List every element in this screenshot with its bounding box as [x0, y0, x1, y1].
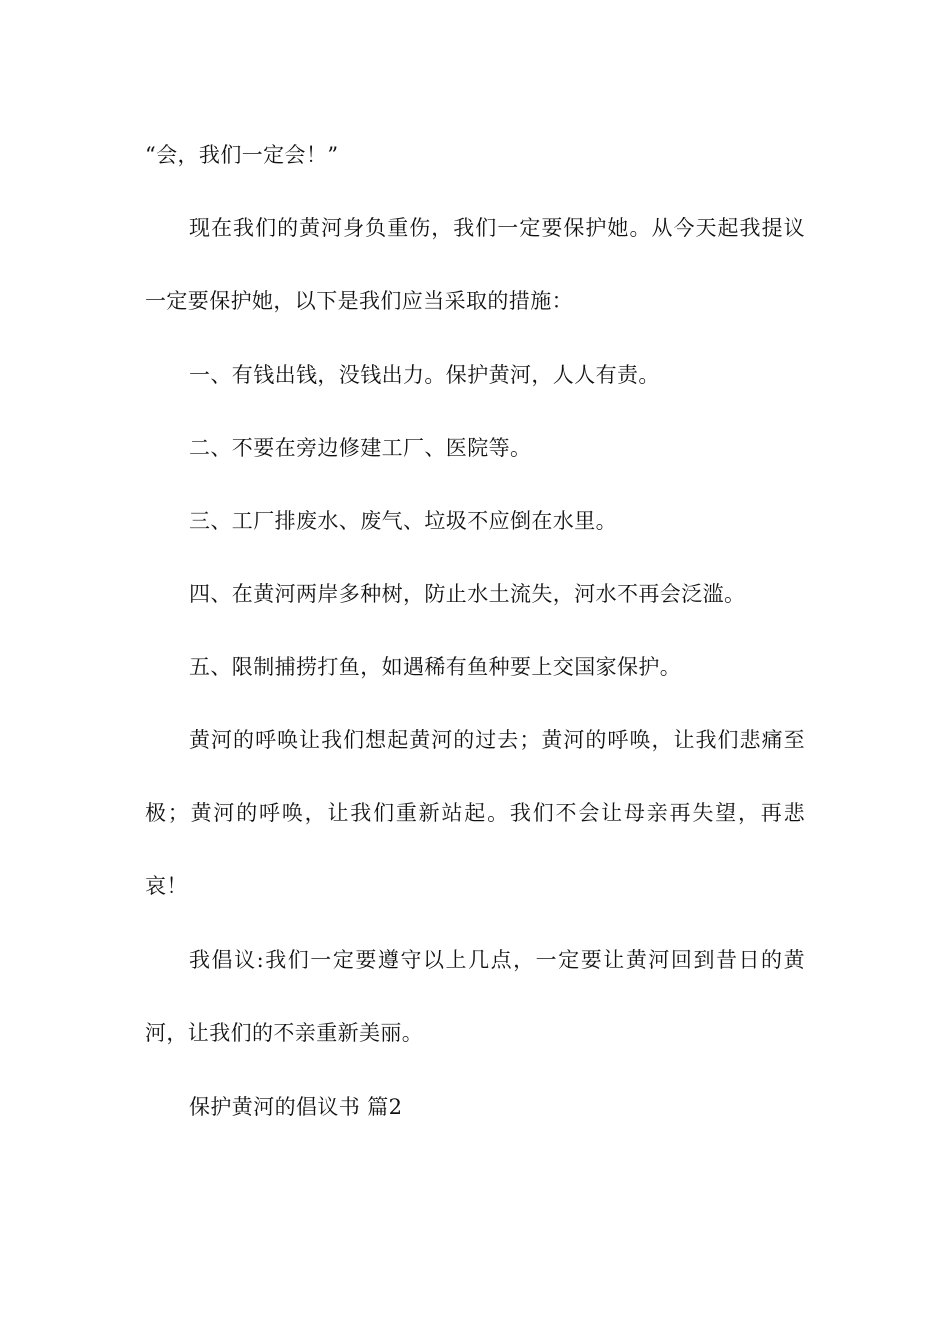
- paragraph-intro: 现在我们的黄河身负重伤，我们一定要保护她。从今天起我提议一定要保护她，以下是我们应当采取的措施：: [145, 216, 805, 313]
- document-body: [145, 137, 805, 1162]
- paragraph-measure-3: 三、工厂排废水、废气、垃圾不应倒在水里。: [189, 509, 617, 533]
- paragraph-call: 黄河的呼唤让我们想起黄河的过去；黄河的呼唤，让我们悲痛至极；黄河的呼唤，让我们重新站起。我们不会让母亲再失望，再悲哀！: [145, 728, 805, 898]
- paragraph-measure-4: 四、在黄河两岸多种树，防止水土流失，河水不再会泛滥。: [189, 582, 746, 606]
- paragraph-measure-5: 五、限制捕捞打鱼，如遇稀有鱼种要上交国家保护。: [189, 655, 682, 679]
- paragraph-measure-2: 二、不要在旁边修建工厂、医院等。: [189, 436, 532, 460]
- paragraph-proposal: 我倡议:我们一定要遵守以上几点，一定要让黄河回到昔日的黄河，让我们的不亲重新美丽。: [145, 948, 805, 1045]
- paragraph-measure-1: 一、有钱出钱，没钱出力。保护黄河，人人有责。: [189, 363, 660, 387]
- section-heading: 保护黄河的倡议书 篇2: [189, 1095, 403, 1119]
- paragraph-quote: “会，我们一定会！”: [145, 143, 339, 167]
